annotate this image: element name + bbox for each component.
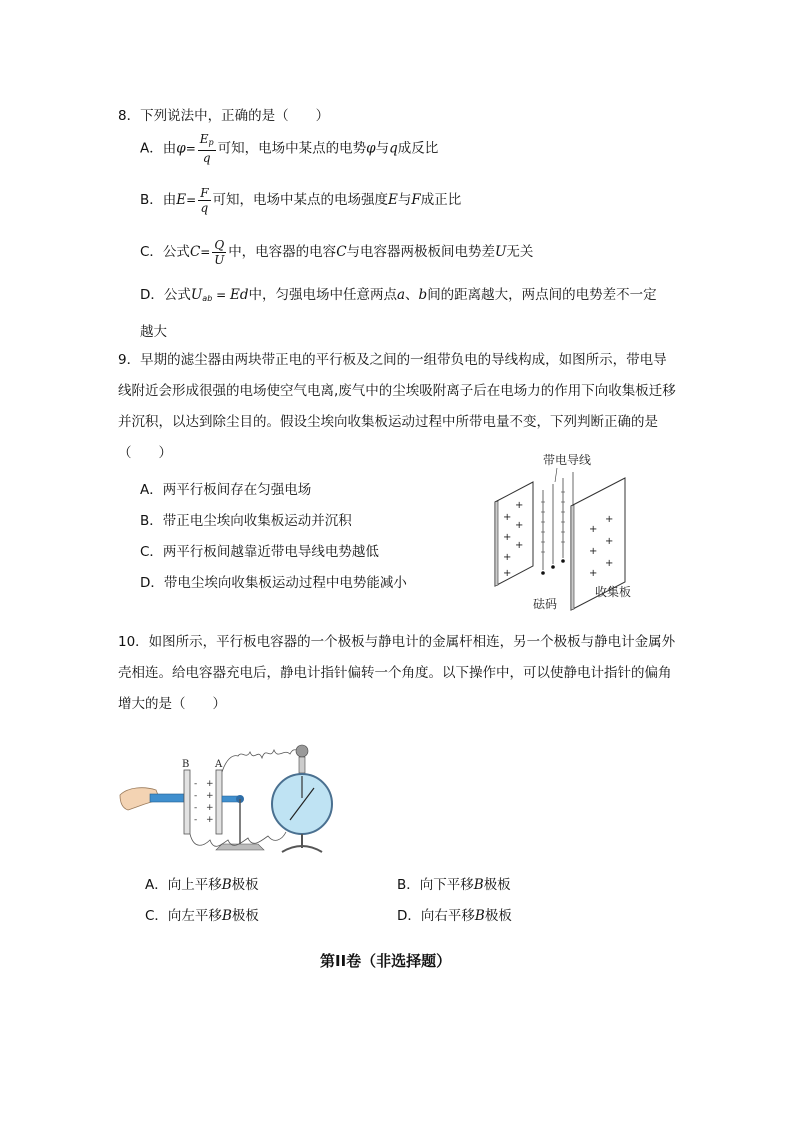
q9-option-b[interactable]: B．带正电尘埃向收集板运动并沉积 bbox=[140, 513, 352, 529]
text-run: 、 bbox=[405, 287, 419, 303]
fraction bbox=[198, 132, 216, 165]
math-variable: U bbox=[495, 244, 507, 260]
plus-sign: + bbox=[503, 512, 512, 523]
math-variable: b bbox=[418, 287, 428, 303]
text-run: B．向下平移 bbox=[397, 877, 474, 893]
q8-option-c-prefix: C．公式 bbox=[140, 244, 190, 260]
text-run: 无关 bbox=[506, 244, 534, 260]
math-variable: U bbox=[190, 287, 203, 303]
q8-stem: 8．下列说法中，正确的是（ ） bbox=[118, 108, 330, 124]
plus-sign: + bbox=[589, 546, 598, 557]
plus-sign: + bbox=[605, 558, 614, 569]
q8-option-b[interactable]: B．由E= $\frac{F}{q}$ 可知，电场中某点的电场强度E与F成正比 bbox=[140, 185, 462, 215]
plus-sign: + bbox=[515, 520, 524, 531]
fraction-denominator: q bbox=[202, 151, 211, 165]
formula-lhs: C bbox=[189, 244, 201, 260]
label-plate-a: A bbox=[215, 759, 223, 770]
text-run: 可知，电场中某点的电场强度 bbox=[212, 192, 389, 208]
fraction-numerator: Q bbox=[214, 237, 225, 252]
plus-sign: + bbox=[605, 536, 614, 547]
text-run: D．向右平移 bbox=[397, 908, 475, 924]
q9-option-d[interactable]: D．带电尘埃向收集板运动过程中电势能减小 bbox=[140, 575, 407, 591]
text-run: 中，电容器的电容 bbox=[228, 244, 337, 260]
label-collector-plate: 收集板 bbox=[595, 585, 632, 599]
text-run: 与 bbox=[375, 140, 390, 157]
plus-sign: + bbox=[589, 524, 598, 535]
text-run: C．向左平移 bbox=[145, 908, 222, 924]
minus-sign: - bbox=[194, 815, 198, 825]
q8-option-d-line2: 越大 bbox=[140, 324, 167, 340]
wire-coil-bottom bbox=[190, 832, 286, 846]
q10-option-b[interactable] bbox=[397, 873, 511, 893]
q10-option-d[interactable] bbox=[397, 904, 512, 924]
text-run: 与电容器两极板间电势差 bbox=[346, 244, 496, 260]
text-run: 极板 bbox=[231, 877, 259, 893]
math-variable: φ bbox=[366, 140, 376, 157]
plus-sign: + bbox=[206, 815, 214, 825]
text-run: 极板 bbox=[231, 908, 259, 924]
q8-option-d[interactable]: D．公式$U_{ab} = Ed$中，匀强电场中任意两点a、b间的距离越大，两点间的电势差不一定 bbox=[140, 287, 657, 303]
fraction-denominator: q bbox=[200, 200, 209, 215]
plus-sign: + bbox=[589, 568, 598, 579]
q10-option-a[interactable] bbox=[145, 873, 259, 893]
subscript: ab bbox=[202, 294, 213, 303]
plus-sign: + bbox=[503, 568, 512, 579]
plus-sign: + bbox=[515, 540, 524, 551]
fraction-denominator: U bbox=[214, 252, 225, 267]
math-variable: C bbox=[336, 244, 347, 260]
q8-option-a[interactable]: A．由φ= $\frac{E_p}{q}$ 可知，电场中某点的电势φ与q成反比 bbox=[140, 132, 439, 165]
math-variable: E bbox=[388, 192, 398, 208]
label-charged-wire: 带电导线 bbox=[543, 453, 592, 467]
plus-sign: + bbox=[503, 532, 512, 543]
q9-option-a[interactable]: A．两平行板间存在匀强电场 bbox=[140, 482, 312, 498]
text-run: 与 bbox=[397, 192, 412, 208]
formula-lhs: φ bbox=[176, 140, 186, 157]
charged-wires bbox=[543, 472, 573, 570]
stand-base bbox=[216, 844, 264, 850]
q8-option-d-prefix: D．公式 bbox=[140, 287, 191, 303]
formula-rhs: Ed bbox=[229, 287, 249, 303]
formula-lhs: E bbox=[176, 192, 187, 208]
q8-option-c[interactable]: C．公式C= $\frac{Q}{U}$ 中，电容器的电容C与电容器两极板间电势差U无关 bbox=[140, 237, 534, 267]
math-variable: F bbox=[411, 192, 421, 208]
text-run: 极板 bbox=[484, 908, 512, 924]
math-variable: B bbox=[221, 908, 232, 924]
text-run: 中，匀强电场中任意两点 bbox=[248, 287, 397, 303]
plate-a bbox=[216, 770, 222, 834]
q10-stem: 10．如图所示，平行板电容器的一个极板与静电计的金属杆相连，另一个极板与静电计金属外壳相连。给电容器充电后，静电计指针偏转一个角度。以下操作中，可以使静电计指针的偏角增大的是（ ） bbox=[118, 634, 676, 712]
wire-coil-top bbox=[222, 750, 302, 772]
plate-b bbox=[184, 770, 190, 834]
text-run: 间的距离越大，两点间的电势差不一定 bbox=[427, 287, 657, 303]
capacitor-electroscope-figure bbox=[118, 740, 348, 860]
label-plate-b: B bbox=[182, 759, 190, 770]
text-run: A．向上平移 bbox=[145, 877, 222, 893]
q8-option-a-prefix: A．由 bbox=[140, 140, 177, 157]
text-run: 成反比 bbox=[397, 140, 439, 157]
plus-sign: + bbox=[206, 779, 214, 789]
dust-filter-figure bbox=[485, 442, 645, 617]
q10-option-c[interactable] bbox=[145, 904, 259, 924]
math-variable: B bbox=[474, 908, 485, 924]
fraction bbox=[198, 186, 210, 215]
math-variable: q bbox=[389, 140, 398, 157]
minus-sign: - bbox=[194, 791, 198, 801]
electrometer-knob bbox=[296, 745, 308, 757]
section-title: 第II卷（非选择题） bbox=[320, 952, 452, 970]
subscript: p bbox=[208, 138, 214, 147]
plus-sign: + bbox=[206, 803, 214, 813]
q9-stem: 9．早期的滤尘器由两块带正电的平行板及之间的一组带负电的导线构成，如图所示，带电导线附近会形成很强的电场使空气电离,废气中的尘埃吸附离子后在电场力的作用下向收集板迁移并沉积，以达到除尘目的。假设尘埃向收集板运动过程中所带电量不变，下列判断正确的是（ ） bbox=[118, 352, 676, 461]
fraction-numerator: F bbox=[200, 185, 209, 200]
text-run: 成正比 bbox=[420, 192, 462, 208]
plus-sign: + bbox=[503, 552, 512, 563]
q8-option-b-prefix: B．由 bbox=[140, 192, 177, 208]
fraction-numerator: E bbox=[199, 132, 209, 146]
left-plate bbox=[495, 482, 533, 586]
minus-sign: - bbox=[194, 803, 198, 813]
math-variable: B bbox=[221, 877, 232, 893]
text-run: 可知，电场中某点的电势 bbox=[217, 140, 367, 157]
fraction bbox=[212, 238, 226, 267]
text-run: 极板 bbox=[483, 877, 511, 893]
insulating-handle bbox=[150, 794, 184, 802]
q9-option-c[interactable]: C．两平行板间越靠近带电导线电势越低 bbox=[140, 544, 379, 560]
plus-sign: + bbox=[605, 514, 614, 525]
math-variable: B bbox=[473, 877, 484, 893]
electrometer-base bbox=[282, 846, 322, 852]
plus-sign: + bbox=[515, 500, 524, 511]
wire-weights bbox=[541, 553, 575, 575]
plus-sign: + bbox=[206, 791, 214, 801]
math-variable: a bbox=[396, 287, 406, 303]
minus-sign: - bbox=[194, 779, 198, 789]
label-weight: 砝码 bbox=[533, 597, 558, 611]
